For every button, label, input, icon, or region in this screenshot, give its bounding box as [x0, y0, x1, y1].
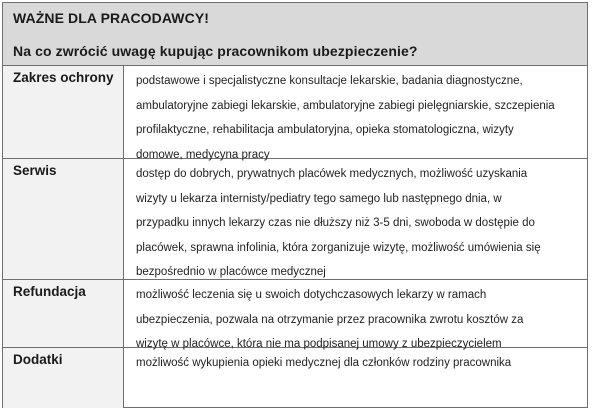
table-row-zakres-ochrony [3, 66, 587, 159]
table-header [3, 3, 587, 66]
content-line: wizytę w placówce, która nie ma podpisanej umowy z ubezpieczycielem [136, 338, 502, 350]
content-line: możliwość wykupienia opieki medycznej dla członków rodziny pracownika [136, 357, 512, 369]
row-content-refundacja [124, 280, 587, 350]
table-row-dodatki [3, 348, 587, 408]
row-content-dodatki [124, 348, 587, 408]
row-label-zakres-ochrony: Zakres ochrony [3, 66, 124, 158]
content-line: ubezpieczenia, pozwala na otrzymanie przez pracownika zwrotu kosztów za [136, 313, 524, 326]
content-line: domowe, medycyna pracy [136, 148, 270, 161]
content-line: wizyty u lekarza internisty/pediatry tego samego lub następnego dnia, w [136, 192, 502, 205]
content-line: podstawowe i specjalistyczne konsultacje lekarskie, badania diagnostyczne, [136, 75, 523, 87]
table-body [3, 66, 587, 408]
content-line: bezpośrednio w placówce medycznej [136, 266, 326, 278]
row-content-serwis [124, 159, 587, 279]
row-label-refundacja: Refundacja [3, 280, 124, 347]
insurance-info-table [2, 2, 588, 408]
content-line: przypadku innych lekarzy czas nie dłuższy niż 3-5 dni, swoboda w dostępie do [136, 217, 535, 229]
table-row-serwis [3, 159, 587, 280]
content-line: możliwość leczenia się u swoich dotychczasowych lekarzy w ramach [136, 289, 487, 301]
header-title: WAŻNE DLA PRACODAWCY! [13, 10, 210, 26]
row-content-zakres-ochrony [124, 66, 587, 161]
content-line: profilaktyczne, rehabilitacja ambulatoryjna, opieka stomatologiczna, wizyty [136, 124, 514, 136]
table-row-refundacja [3, 280, 587, 348]
header-question: Na co zwrócić uwagę kupując pracownikom ubezpieczenie? [13, 43, 418, 59]
content-line: placówek, sprawna infolinia, która zorganizuje wizytę, możliwość umówienia się [136, 241, 541, 254]
content-line: ambulatoryjne zabiegi lekarskie, ambulatoryjne zabiegi pielęgniarskie, szczepienia [136, 99, 555, 112]
content-line: dostęp do dobrych, prywatnych placówek medycznych, możliwość uzyskania [136, 168, 528, 180]
row-label-dodatki: Dodatki [3, 348, 124, 408]
row-label-serwis: Serwis [3, 159, 124, 279]
